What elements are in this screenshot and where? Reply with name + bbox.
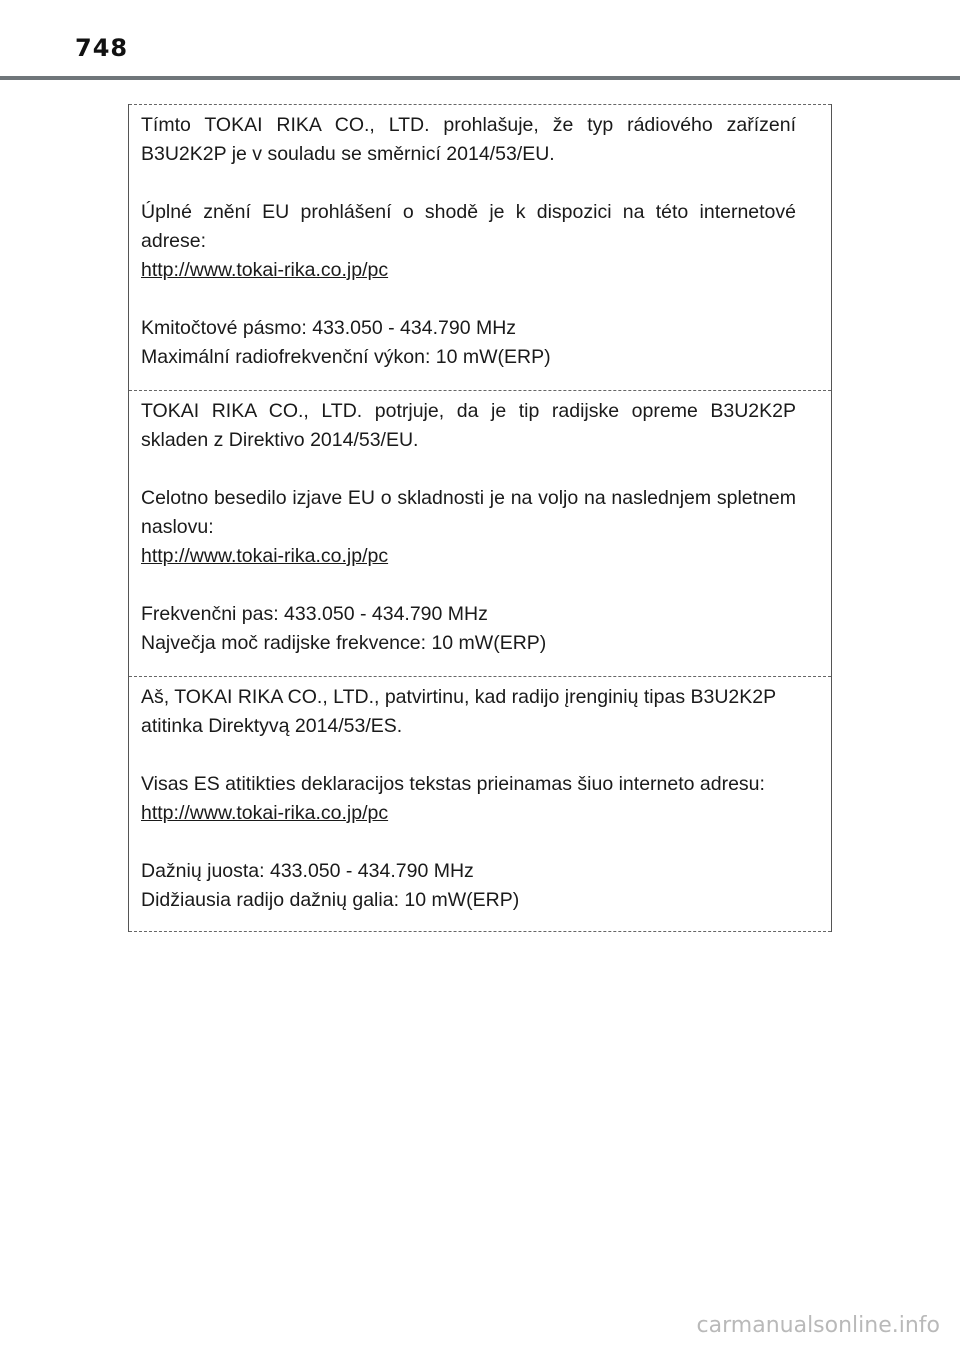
frequency-band: Kmitočtové pásmo: 433.050 - 434.790 MHz	[141, 317, 517, 339]
declaration-section-cs	[129, 104, 831, 390]
declaration-availability: Celotno besedilo izjave EU o skladnosti je na voljo na naslednjem spletnem naslovu:	[141, 487, 796, 538]
frequency-band: Frekvenčni pas: 433.050 - 434.790 MHz	[141, 603, 488, 625]
max-power: Največja moč radijske frekvence: 10 mW(ERP)	[141, 632, 547, 654]
max-power: Maximální radiofrekvenční výkon: 10 mW(ERP)	[141, 346, 551, 368]
max-power: Didžiausia radijo dažnių galia: 10 mW(ERP)	[141, 889, 520, 911]
declaration-url-link[interactable]: http://www.tokai-rika.co.jp/pc	[141, 545, 389, 567]
declaration-url-link[interactable]: http://www.tokai-rika.co.jp/pc	[141, 802, 389, 824]
declaration-url-link[interactable]: http://www.tokai-rika.co.jp/pc	[141, 259, 389, 281]
declaration-statement: Tímto TOKAI RIKA CO., LTD. prohlašuje, že typ rádiového zařízení B3U2K2P je v souladu se směrnicí 2014/53/EU.	[141, 114, 796, 165]
declaration-box	[128, 104, 832, 932]
declaration-availability: Visas ES atitikties deklaracijos tekstas prieinamas šiuo interneto adresu:	[141, 773, 765, 795]
declaration-statement: TOKAI RIKA CO., LTD. potrjuje, da je tip radijske opreme B3U2K2P skladen z Direktivo 2014/53/EU.	[141, 400, 796, 451]
declaration-availability: Úplné znění EU prohlášení o shodě je k dispozici na této internetové adrese:	[141, 201, 796, 252]
declaration-statement: Aš, TOKAI RIKA CO., LTD., patvirtinu, kad radijo įrenginių tipas B3U2K2P atitinka Direktyvą 2014/53/ES.	[141, 686, 776, 737]
declaration-section-sl	[129, 390, 831, 676]
page-number: 748	[75, 34, 129, 62]
frequency-band: Dažnių juosta: 433.050 - 434.790 MHz	[141, 860, 474, 882]
header-rule	[0, 76, 960, 80]
watermark: carmanualsonline.info	[696, 1313, 940, 1338]
declaration-section-lt	[129, 676, 831, 932]
